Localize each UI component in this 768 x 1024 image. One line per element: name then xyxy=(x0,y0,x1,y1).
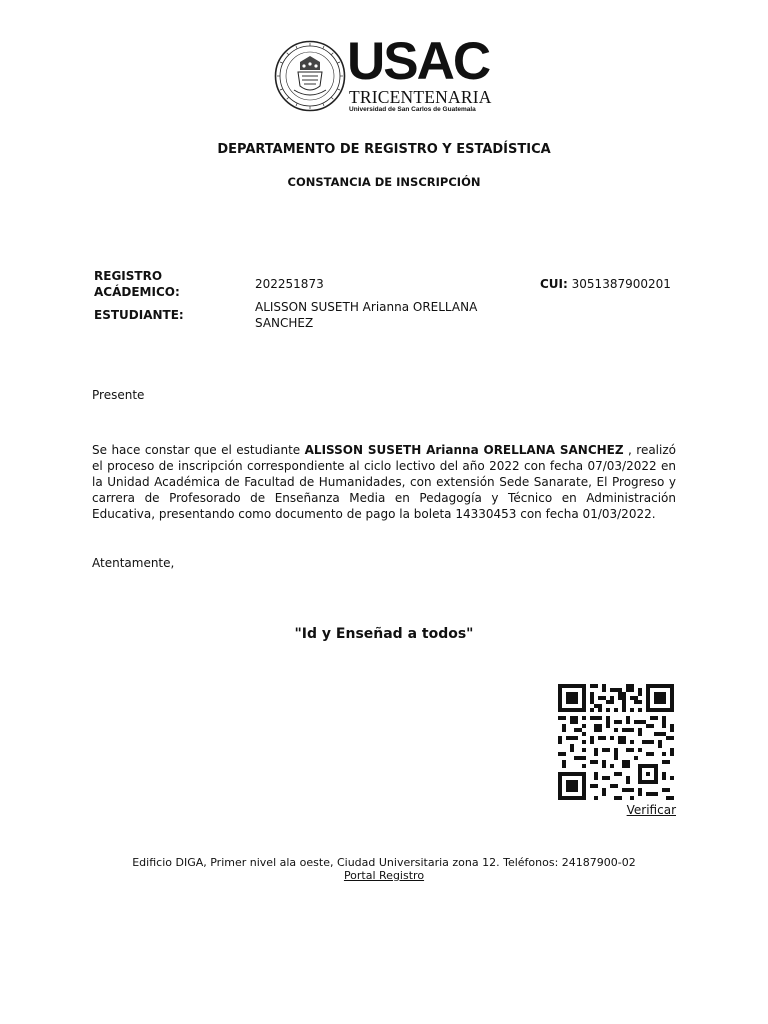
estudiante-value-line1: ALISSON SUSETH Arianna ORELLANA xyxy=(255,300,478,314)
cui-value: 3051387900201 xyxy=(571,277,671,291)
document-title: CONSTANCIA DE INSCRIPCIÓN xyxy=(287,175,481,189)
paragraph-student-name: ALISSON SUSETH Arianna ORELLANA SANCHEZ xyxy=(304,443,624,457)
verify-link[interactable]: Verificar xyxy=(626,803,676,817)
estudiante-label: ESTUDIANTE: xyxy=(94,308,184,322)
cui-label: CUI: xyxy=(540,277,568,291)
portal-registro-link[interactable]: Portal Registro xyxy=(343,869,425,882)
paragraph-prefix: Se hace constar que el estudiante xyxy=(92,443,305,457)
certification-paragraph xyxy=(92,442,676,522)
motto: "Id y Enseñad a todos" xyxy=(294,626,474,642)
footer-address: Edificio DIGA, Primer nivel ala oeste, Ciudad Universitaria zona 12. Teléfonos: 24187900-02 xyxy=(132,856,636,869)
university-seal-icon xyxy=(274,40,346,112)
usac-logo xyxy=(274,32,496,118)
department-title: DEPARTAMENTO DE REGISTRO Y ESTADÍSTICA xyxy=(217,142,551,157)
registro-label-line2: ACÁDEMICO: xyxy=(94,285,180,299)
logo-wordmark xyxy=(347,32,495,118)
closing: Atentamente, xyxy=(92,556,175,570)
estudiante-value-line2: SANCHEZ xyxy=(255,316,314,330)
paragraph-suffix: , realizó el proceso de inscripción correspondiente al ciclo lectivo del año 2022 con fecha 07/03/2022 en la Unidad Académica de Facultad de Humanidades, con extensión Sede Sanarate, El Progreso y carrera de Profesorado de Enseñanza Media en Pedagogía y Técnico en Administración Educativa, presentando como documento de pago la boleta 14330453 con fecha 01/03/2022. xyxy=(92,443,676,521)
logo-text: USAC xyxy=(347,32,490,91)
registro-label-line1: REGISTRO xyxy=(94,269,163,283)
qr-code-icon[interactable] xyxy=(558,684,674,800)
logo-subtitle: TRICENTENARIA xyxy=(349,87,492,107)
logo-caption: Universidad de San Carlos de Guatemala xyxy=(349,106,476,113)
registro-label xyxy=(94,268,180,300)
greeting: Presente xyxy=(92,388,145,402)
footer-portal xyxy=(0,869,768,882)
registro-value: 202251873 xyxy=(255,277,324,291)
estudiante-value xyxy=(255,299,477,331)
cui-field xyxy=(540,276,671,292)
